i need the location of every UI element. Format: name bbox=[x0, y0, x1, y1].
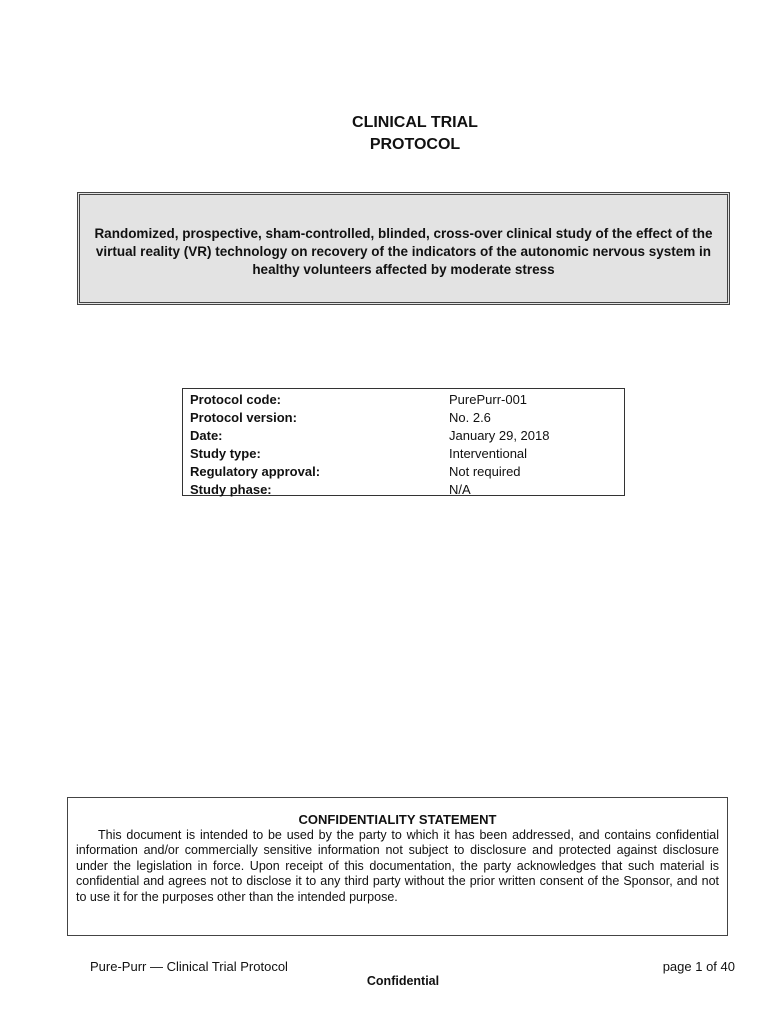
confidentiality-text: This document is intended to be used by the party to which it has been addressed, and contains confidential information and/or commercially sensitive information not subject to disclosure and protected against disclosure under the legislation in force. Upon receipt of this documentation, the party acknowledges that such material is confidential and agrees not to disclose it to any third party without the prior written consent of the Sponsor, and not to use it for the purposes other than the intended purpose. bbox=[76, 827, 719, 904]
info-value: N/A bbox=[449, 482, 471, 497]
title-line-1: CLINICAL TRIAL bbox=[352, 114, 478, 131]
protocol-info-table bbox=[182, 388, 625, 496]
footer-document-name: Pure-Purr — Clinical Trial Protocol bbox=[90, 959, 288, 974]
info-label: Regulatory approval: bbox=[190, 464, 321, 479]
confidentiality-heading: CONFIDENTIALITY STATEMENT bbox=[298, 812, 497, 827]
info-row-date bbox=[190, 427, 624, 445]
footer-page-number: page 1 of 40 bbox=[662, 959, 735, 974]
document-title bbox=[0, 112, 770, 156]
info-label: Protocol version: bbox=[190, 410, 297, 425]
info-row-regulatory-approval bbox=[190, 463, 624, 481]
footer-confidential-label: Confidential bbox=[366, 974, 440, 988]
study-title-box bbox=[77, 192, 730, 305]
info-row-study-type bbox=[190, 445, 624, 463]
info-label: Protocol code: bbox=[190, 392, 282, 407]
confidentiality-box bbox=[67, 797, 728, 936]
info-row-protocol-code bbox=[190, 391, 624, 409]
info-label: Date: bbox=[190, 428, 223, 443]
info-label: Study phase: bbox=[190, 482, 272, 497]
study-title: Randomized, prospective, sham-controlled, blinded, cross-over clinical study of the effect of the virtual reality (VR) technology on recovery of the indicators of the autonomic nervous system in healthy volunteers affected by moderate stress bbox=[94, 226, 713, 277]
info-value: No. 2.6 bbox=[449, 410, 491, 425]
info-row-protocol-version bbox=[190, 409, 624, 427]
info-value: PurePurr-001 bbox=[449, 392, 528, 407]
info-label: Study type: bbox=[190, 446, 261, 461]
info-value: Interventional bbox=[449, 446, 528, 461]
info-value: Not required bbox=[449, 464, 521, 479]
info-row-study-phase bbox=[190, 481, 624, 499]
info-value: January 29, 2018 bbox=[449, 428, 550, 443]
title-line-2: PROTOCOL bbox=[369, 136, 461, 153]
